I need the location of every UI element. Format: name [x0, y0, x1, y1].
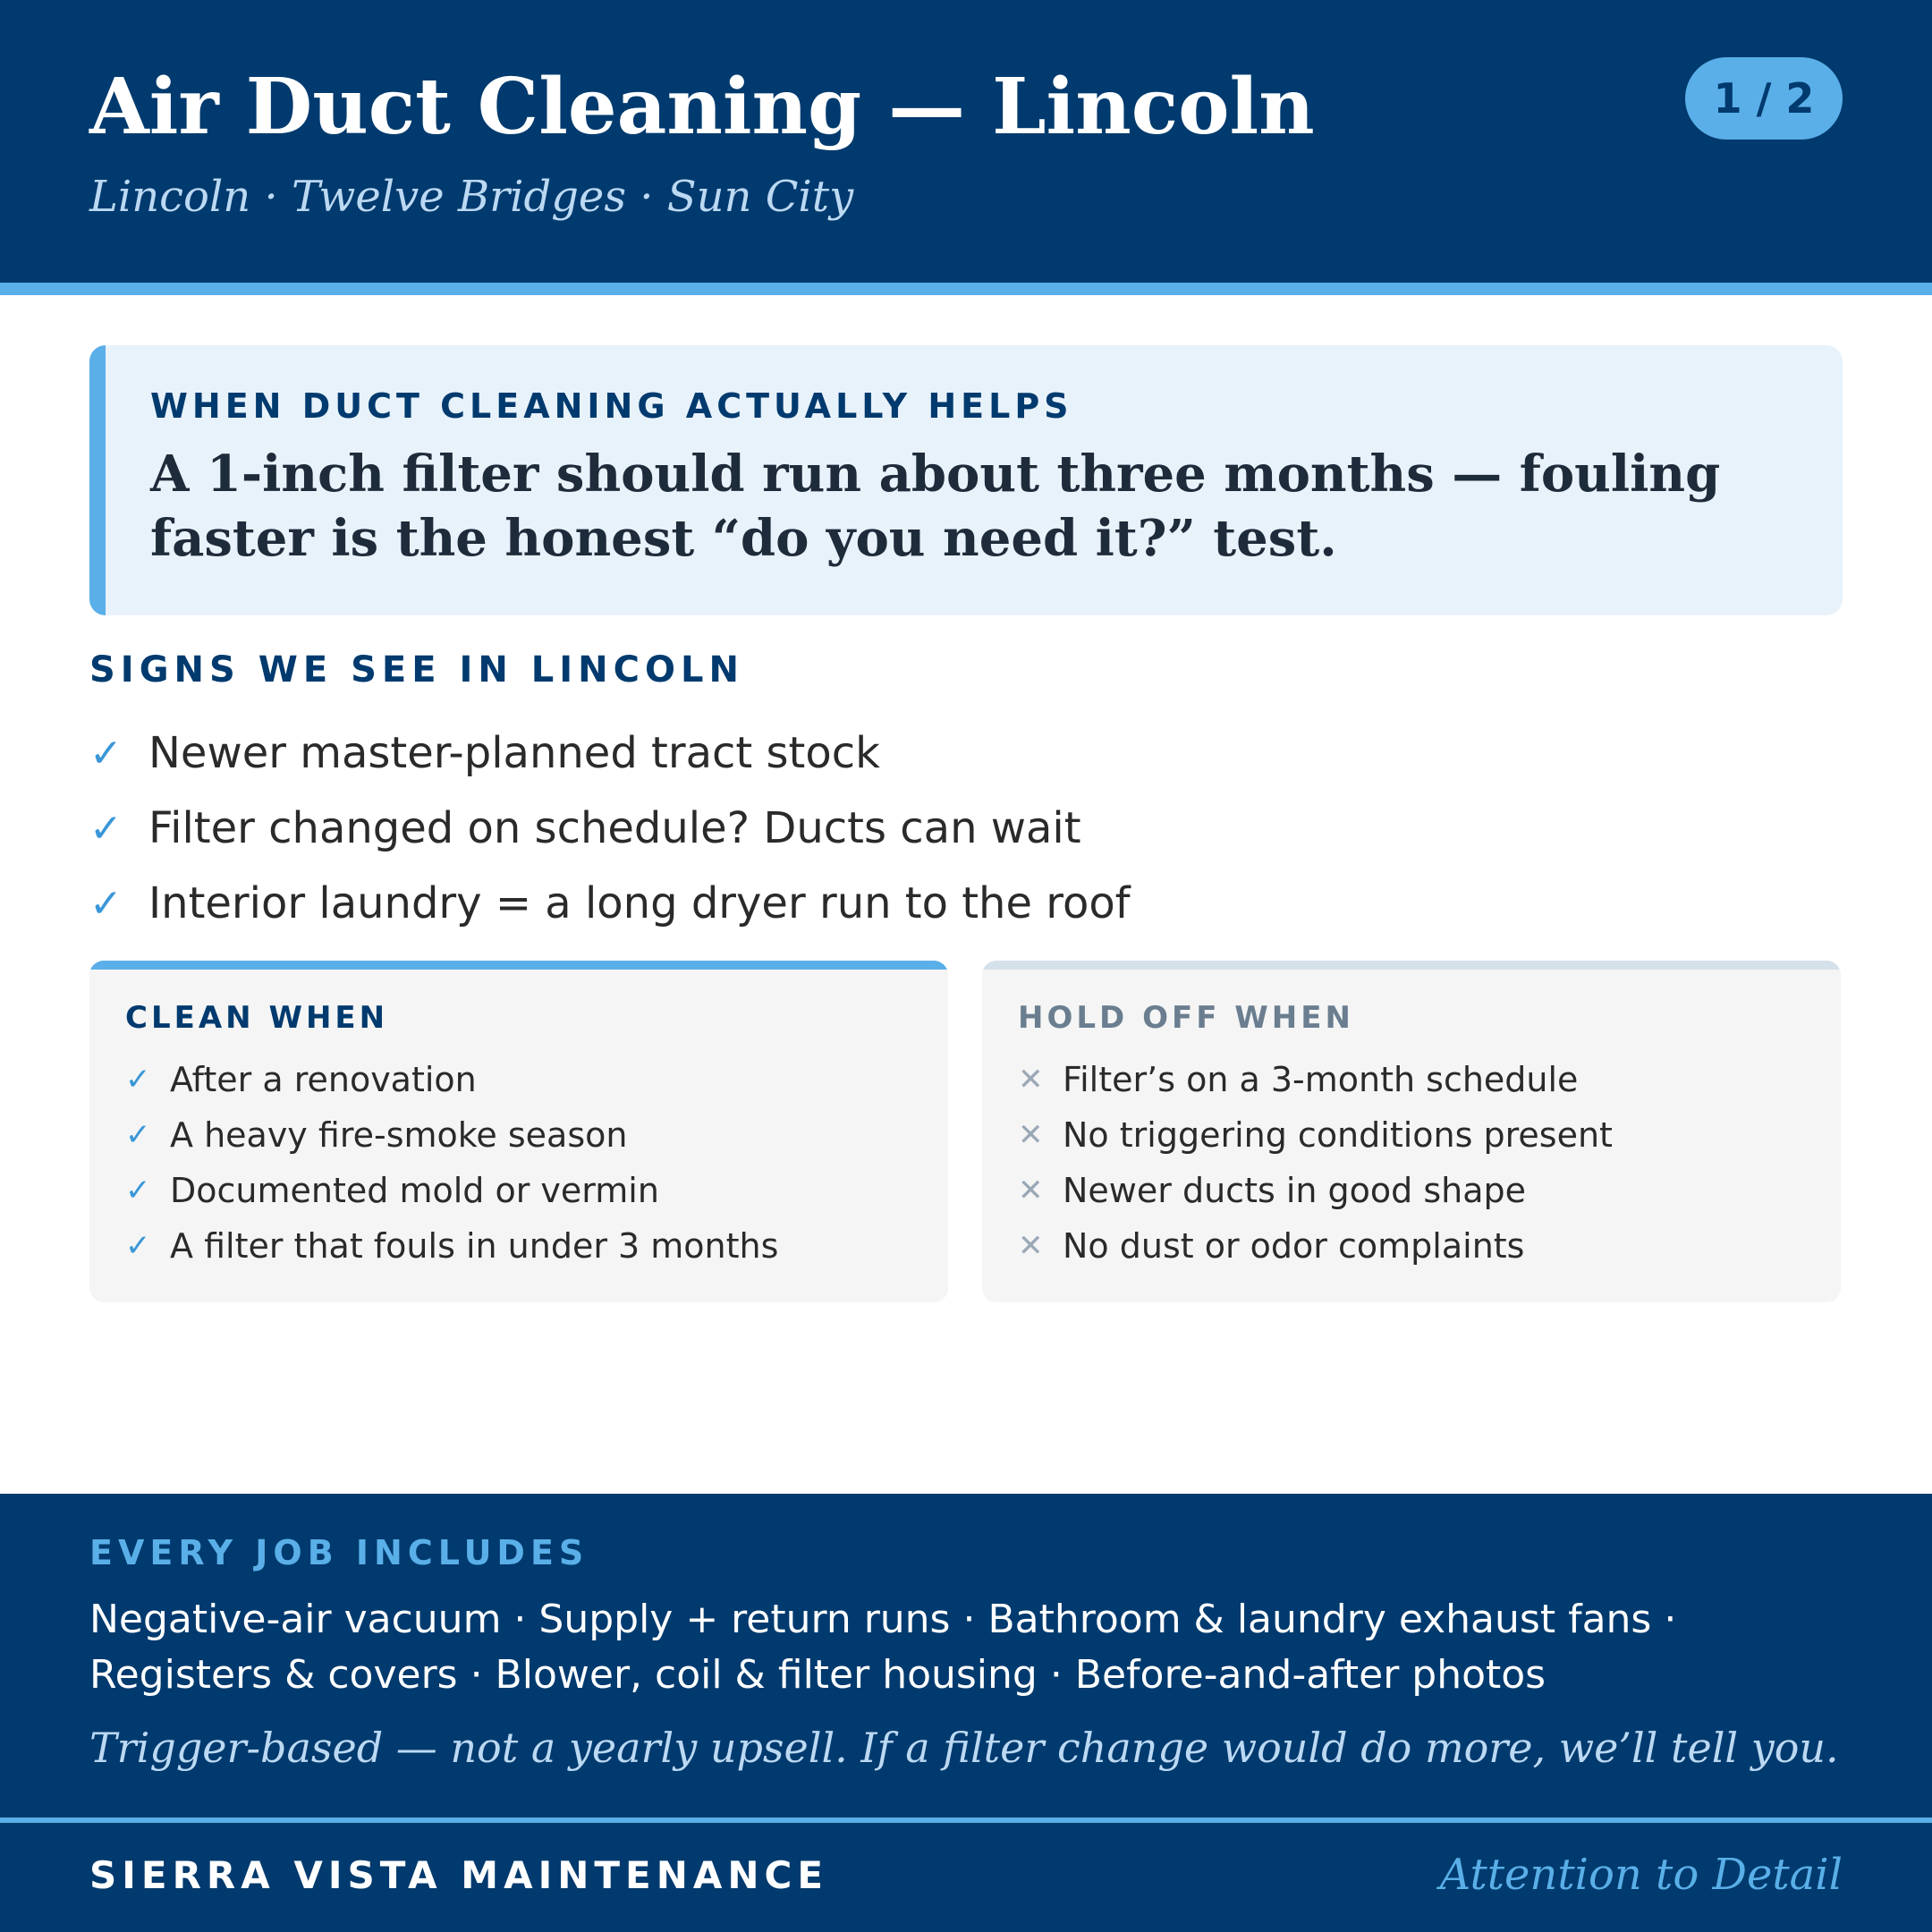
checkmark-icon: ✓ [89, 805, 123, 852]
page-subtitle: Lincoln · Twelve Bridges · Sun City [89, 172, 854, 222]
list-item [125, 1218, 778, 1274]
cross-icon: ✕ [1018, 1173, 1044, 1208]
hold-off-card [982, 961, 1841, 1302]
cross-icon: ✕ [1018, 1228, 1044, 1264]
list-item [89, 716, 1131, 791]
brand-tagline: Attention to Detail [1439, 1850, 1843, 1900]
list-item-text: A filter that fouls in under 3 months [170, 1226, 779, 1266]
list-item [1018, 1052, 1613, 1107]
checkmark-icon: ✓ [125, 1117, 151, 1153]
checkmark-icon: ✓ [89, 730, 123, 776]
footer-accent-stripe [0, 1818, 1932, 1823]
includes-heading: EVERY JOB INCLUDES [89, 1533, 589, 1572]
list-item-text: After a renovation [170, 1060, 477, 1099]
page-indicator-badge: 1 / 2 [1685, 57, 1843, 140]
list-item [125, 1107, 778, 1163]
list-item-text: Newer ducts in good shape [1063, 1171, 1527, 1210]
includes-text: Negative-air vacuum · Supply + return runs · Bathroom & laundry exhaust fans · Registers & covers · Blower, coil & filter housing · Before-and-after photos [89, 1597, 1677, 1698]
header-banner [0, 0, 1932, 283]
list-item [1018, 1218, 1613, 1274]
list-item [89, 791, 1131, 866]
callout-label: WHEN DUCT CLEANING ACTUALLY HELPS [150, 386, 1073, 426]
list-item-text: No triggering conditions present [1063, 1115, 1613, 1155]
footer-panel [0, 1494, 1932, 1932]
list-item-text: A heavy fire-smoke season [170, 1115, 628, 1155]
clean-when-list [125, 1052, 778, 1274]
hold-off-title: HOLD OFF WHEN [1018, 1000, 1354, 1036]
checkmark-icon: ✓ [125, 1062, 151, 1097]
list-item-text: Interior laundry = a long dryer run to the roof [148, 878, 1131, 928]
brand-name: SIERRA VISTA MAINTENANCE [89, 1853, 829, 1897]
list-item [1018, 1107, 1613, 1163]
clean-when-title: CLEAN WHEN [125, 1000, 389, 1036]
signs-heading: SIGNS WE SEE IN LINCOLN [89, 649, 744, 691]
clean-when-card [89, 961, 948, 1302]
checkmark-icon: ✓ [125, 1228, 151, 1264]
page-title: Air Duct Cleaning — Lincoln [89, 62, 1315, 152]
list-item [89, 866, 1131, 941]
callout-box [89, 345, 1843, 615]
signs-list [89, 716, 1131, 941]
list-item-text: No dust or odor complaints [1063, 1226, 1525, 1266]
list-item [1018, 1163, 1613, 1218]
list-item-text: Newer master-planned tract stock [148, 728, 880, 778]
checkmark-icon: ✓ [89, 880, 123, 927]
list-item [125, 1163, 778, 1218]
cross-icon: ✕ [1018, 1062, 1044, 1097]
hold-off-list [1018, 1052, 1613, 1274]
footer-note: Trigger-based — not a yearly upsell. If a filter change would do more, we’ll tell you. [89, 1724, 1839, 1772]
list-item-text: Filter’s on a 3-month schedule [1063, 1060, 1579, 1099]
checkmark-icon: ✓ [125, 1173, 151, 1208]
callout-text: A 1-inch filter should run about three months — fouling faster is the honest “do you need it?” test. [150, 445, 1721, 568]
cross-icon: ✕ [1018, 1117, 1044, 1153]
card-accent-bar [89, 961, 948, 970]
list-item-text: Filter changed on schedule? Ducts can wait [148, 803, 1081, 853]
list-item [125, 1052, 778, 1107]
header-accent-stripe [0, 283, 1932, 295]
list-item-text: Documented mold or vermin [170, 1171, 659, 1210]
callout-accent-bar [89, 345, 106, 615]
card-accent-bar [982, 961, 1841, 970]
